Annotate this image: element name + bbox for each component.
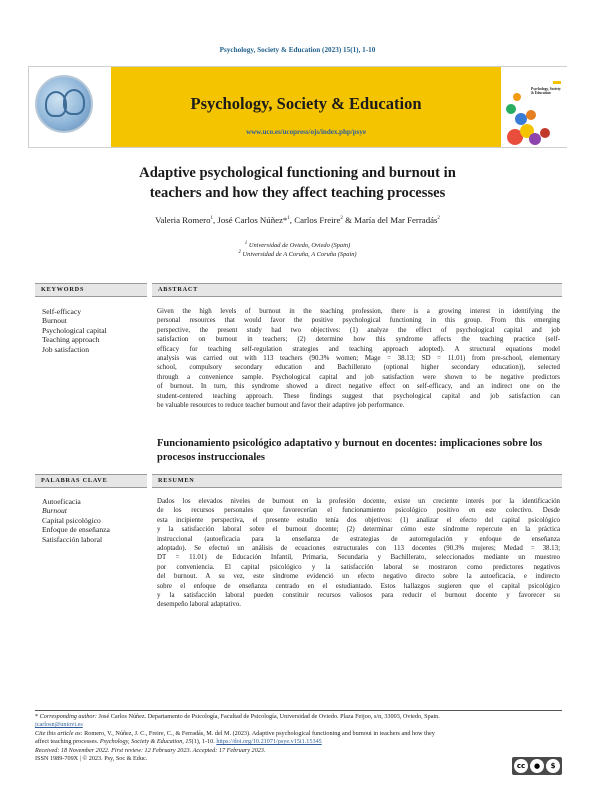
email-link[interactable]: jcarlosn@uniovi.es — [35, 721, 83, 729]
author-name: María del Mar Ferradás — [354, 215, 438, 225]
email-line — [35, 721, 562, 729]
text-line: be valuable resources to reduce teacher burnout and favor their adaptive job performance. — [157, 402, 405, 410]
nc-sa-icon: $ — [546, 759, 560, 773]
text-line: y la satisfacción laboral sobre el burnout docente; (2) determinar cómo este síndrome repercute en la práctica — [157, 526, 560, 534]
text-line: desempeño laboral adaptativo. — [157, 601, 241, 609]
author-name: José Carlos Núñez* — [217, 215, 288, 225]
text-line: y la satisfacción laboral pueden constituir recursos valiosos para reducir el burnout docente y favorecer su — [157, 592, 560, 600]
keyword: Burnout — [42, 316, 67, 326]
text-line: personal resources that would favor the positive psychological functioning in this group. From this emerging — [157, 317, 560, 325]
affiliation-2: $^2$ Universidad de A Coruña, A Coruña (Spain) — [238, 249, 357, 258]
text-line: school, compulsory secondary education and Bachillerato (optional higher secondary education)), selected — [157, 364, 560, 372]
journal-banner — [28, 66, 567, 148]
issn-line: ISSN 1989-709X | © 2023. Psy, Soc & Educ. — [35, 755, 148, 763]
text-line: instruccional (autoeficacia para la enseñanza de estrategias de autorregulación y enfoque de enseñanza — [157, 535, 560, 543]
text-line: sobre el enfoque de enseñanza centrado en el estudiantado. Estos hallazgos sugieren que el capital psicológico — [157, 582, 560, 590]
palabras-clave-list — [42, 497, 110, 544]
text-line: Dados los elevados niveles de burnout en la profesión docente, existe un creciente interés por la identificación — [157, 498, 560, 505]
text-line: de los recursos personales que favorecerían el funcionamiento psicológico positivo en este colectivo. Desde — [157, 507, 560, 515]
author-affiliation-mark: 2 — [437, 216, 440, 222]
author-name: Carlos Freire — [294, 215, 341, 225]
text-line: Given the high levels of burnout in the teaching profession, there is a growing interest in identifying the — [157, 308, 560, 315]
author-name: Valeria Romero — [155, 215, 211, 225]
doi-link[interactable]: https://doi.org/10.21071/psye.v15i1.15345 — [216, 738, 322, 746]
author-affiliation-mark: 1 — [287, 216, 290, 222]
corresponding-author-note: * Corresponding author: José Carlos Núñez. Departamento de Psicología, Facultad de Psicología, Universidad de Oviedo. Plaza Feijoo, s/n, 33003, Oviedo, Spain. — [35, 713, 440, 720]
text-line: efficacy for teaching self-regulation strategies and teaching approach adopted). A structural equations model — [157, 345, 560, 353]
cc-license-badge[interactable] — [512, 757, 562, 775]
palabras-clave-heading: PALABRAS CLAVE — [35, 474, 147, 488]
abstract-text — [157, 307, 560, 410]
author-affiliation-mark: 1 — [210, 216, 214, 222]
citation-note-cont: affect teaching processes. Psychology, Society & Education, 15(1), 1-10. https://doi.org/10.21071/psye.v15i1.15345 — [35, 738, 322, 746]
keyword: Psychological capital — [42, 325, 107, 335]
text-line: satisfaction on burnout in teachers; (2) determine how this syndrome affects the teaching practice (self- — [157, 336, 560, 344]
keyword: Enfoque de enseñanza — [42, 525, 110, 535]
text-line: of burnout. In turn, this syndrome showed a direct negative effect on self-efficacy, and an indirect one on the — [157, 383, 560, 391]
keyword: Teaching approach — [42, 335, 100, 345]
citation-note: Cite this article as: Romero, V., Núñez, J. C., Freire, C., & Ferradás, M. del M. (2023). Adaptive psychological functioning and burnout in teachers and how they — [35, 729, 435, 737]
text-line: DT = 11.01) de Educación Infantil, Primaria, Secundaria y Bachillerato, seleccionados mediante un muestreo — [157, 554, 560, 562]
resumen-text — [157, 497, 560, 610]
text-line: analysis was carried out with 113 teachers (90.3% women; Mage = 38.13; SD = 11.01) from pre-school, elementary — [157, 355, 560, 363]
journal-cover-thumbnail — [501, 67, 567, 147]
keywords-list — [42, 307, 107, 354]
running-head: Psychology, Society & Education (2023) 15(1), 1-10 — [219, 46, 376, 54]
keyword: Autoeficacia — [42, 497, 81, 506]
keyword: Self-efficacy — [42, 307, 82, 316]
footnotes — [35, 710, 562, 763]
paper-title: Adaptive psychological functioning and burnout in teachers and how they affect teaching processes — [139, 165, 456, 201]
text-line: perspective, the present study had two objectives: (1) analyze the effect of psychological capital and job — [157, 326, 560, 334]
dates-line: Received: 18 November 2022. First review: 12 February 2023. Accepted: 17 February 2023. — [35, 746, 266, 754]
banner-title-panel — [111, 67, 501, 147]
text-line: esta incipiente perspectiva, el presente estudio tenía dos objetivos: (1) analizar el efecto del capital psicológico — [157, 516, 560, 524]
logo-heads-icon — [35, 75, 93, 133]
text-line: por conveniencia. El capital psicológico y la satisfacción laboral se mostraron como predictores negativos — [157, 563, 560, 571]
resumen-heading: RESUMEN — [152, 474, 562, 488]
text-line: through a convenience sample. Psychological capital and job satisfaction were shown to be negative predictors — [157, 373, 560, 381]
text-line: del burnout. A su vez, este síndrome evidenció un efecto negativo directo sobre la autoeficacia, e indirecto — [157, 573, 560, 581]
author-affiliation-mark: 2 — [340, 216, 343, 222]
by-icon: ● — [530, 759, 544, 773]
keyword: Capital psicológico — [42, 515, 101, 525]
spanish-title: Funcionamiento psicológico adaptativo y burnout en docentes: implicaciones sobre los procesos instruccionales — [157, 438, 543, 464]
journal-url[interactable]: www.uco.es/ucopress/ojs/index.php/psye — [246, 128, 366, 136]
text-line: adoptado). Se efectuó un análisis de ecuaciones estructurales con 113 docentes (90.3% mujeres; Medad = 38.13; — [157, 545, 560, 553]
keyword: Satisfacción laboral — [42, 534, 103, 544]
journal-logo — [29, 67, 111, 147]
keywords-heading: KEYWORDS — [35, 283, 147, 297]
keyword: Burnout — [42, 506, 67, 516]
text-line: student-centered teaching approach. These findings suggest that psychological capital and job satisfaction can — [157, 392, 560, 400]
journal-title: Psychology, Society & Education — [190, 94, 422, 113]
abstract-heading: ABSTRACT — [152, 283, 562, 297]
cover-art-icon — [501, 67, 567, 147]
affiliation-1: $^1$ Universidad de Oviedo, Oviedo (Spain) — [244, 240, 351, 249]
keyword: Job satisfaction — [42, 344, 90, 354]
cc-icon: cc — [514, 759, 528, 773]
author-list: Valeria Romero$^1$, José Carlos Núñez*$^1$, Carlos Freire$^2$ & María del Mar Ferradás$^2$ — [155, 215, 440, 225]
cover-title: Psychology, Society & Education — [531, 87, 561, 95]
